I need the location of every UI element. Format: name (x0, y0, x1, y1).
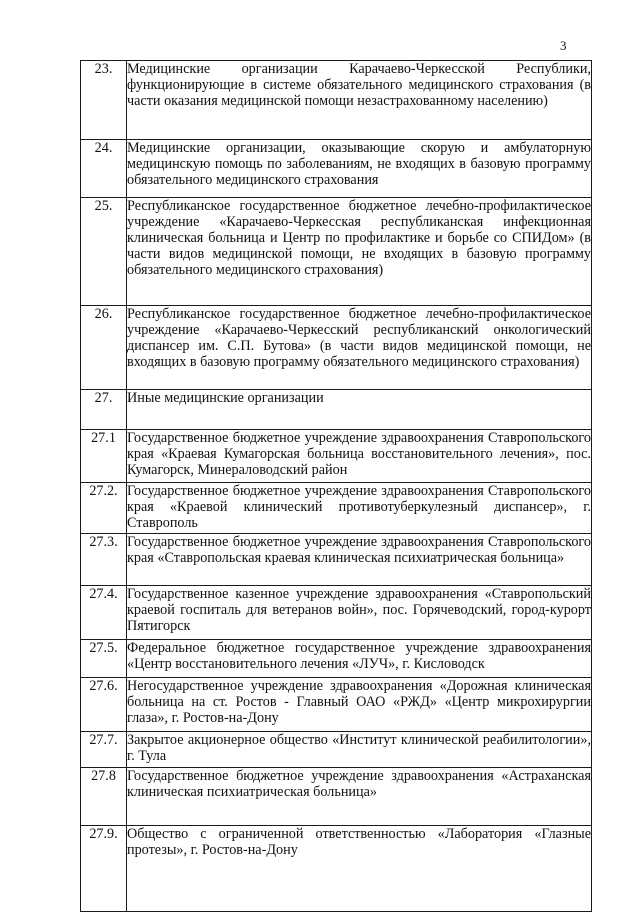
row-number: 27.7. (81, 732, 127, 768)
row-text: Иные медицинские организации (127, 390, 592, 430)
page-number: 3 (560, 38, 567, 53)
row-text: Государственное бюджетное учреждение здравоохранения Ставропольского края «Ставропольская краевая клиническая психиатрическая больница» (127, 534, 592, 586)
row-number: 24. (81, 140, 127, 198)
table-row (81, 140, 592, 198)
row-text: Республиканское государственное бюджетное лечебно-профилактическое учреждение «Карачаево-Черкесская республиканская инфекционная клиническая больница и Центр по профилактике и борьбе со СПИДом» (в части видов медицинской помощи, не входящих в базовую программу обязательного медицинского страхования) (127, 198, 592, 306)
row-number: 23. (81, 61, 127, 140)
row-text: Негосударственное учреждение здравоохранения «Дорожная клиническая больница на ст. Ростов - Главный ОАО «РЖД» «Центр микрохирургии глаза», г. Ростов-на-Дону (127, 678, 592, 732)
organizations-table (80, 60, 592, 912)
table-row (81, 483, 592, 534)
row-text: Государственное бюджетное учреждение здравоохранения «Астраханская клиническая психиатрическая больница» (127, 768, 592, 826)
row-text: Государственное бюджетное учреждение здравоохранения Ставропольского края «Краевая Кумагорская больница восстановительного лечения», пос. Кумагорск, Минераловодский район (127, 430, 592, 483)
table-row (81, 306, 592, 390)
table-row (81, 390, 592, 430)
row-number: 27.9. (81, 826, 127, 912)
row-number: 27.2. (81, 483, 127, 534)
table-row (81, 198, 592, 306)
row-text: Республиканское государственное бюджетное лечебно-профилактическое учреждение «Карачаево-Черкесский республиканский онкологический диспансер им. С.П. Бутова» (в части видов медицинской помощи, не входящих в базовую программу обязательного медицинского страхования) (127, 306, 592, 390)
row-number: 26. (81, 306, 127, 390)
row-text: Закрытое акционерное общество «Институт клинической реабилитологии», г. Тула (127, 732, 592, 768)
row-number: 27.5. (81, 640, 127, 678)
row-number: 27.6. (81, 678, 127, 732)
row-number: 27.1 (81, 430, 127, 483)
row-number: 27. (81, 390, 127, 430)
table-row (81, 586, 592, 640)
row-number: 27.3. (81, 534, 127, 586)
row-text: Общество с ограниченной ответственностью «Лаборатория «Глазные протезы», г. Ростов-на-Дону (127, 826, 592, 912)
row-text: Федеральное бюджетное государственное учреждение здравоохранения «Центр восстановительного лечения «ЛУЧ», г. Кисловодск (127, 640, 592, 678)
table-row (81, 768, 592, 826)
table-row (81, 61, 592, 140)
table-row (81, 678, 592, 732)
table-row (81, 826, 592, 912)
row-text: Медицинские организации, оказывающие скорую и амбулаторную медицинскую помощь по заболеваниям, не входящих в базовую программу обязательного медицинского страхования (127, 140, 592, 198)
row-number: 25. (81, 198, 127, 306)
table-row (81, 430, 592, 483)
table-row (81, 732, 592, 768)
table-row (81, 640, 592, 678)
row-number: 27.8 (81, 768, 127, 826)
table-row (81, 534, 592, 586)
row-text: Государственное казенное учреждение здравоохранения «Ставропольский краевой госпиталь для ветеранов войн», пос. Горячеводский, город-курорт Пятигорск (127, 586, 592, 640)
row-text: Государственное бюджетное учреждение здравоохранения Ставропольского края «Краевой клинический противотуберкулезный диспансер», г. Ставрополь (127, 483, 592, 534)
row-number: 27.4. (81, 586, 127, 640)
row-text: Медицинские организации Карачаево-Черкесской Республики, функционирующие в системе обязательного медицинского страхования (в части оказания медицинской помощи незастрахованному населению) (127, 61, 592, 140)
